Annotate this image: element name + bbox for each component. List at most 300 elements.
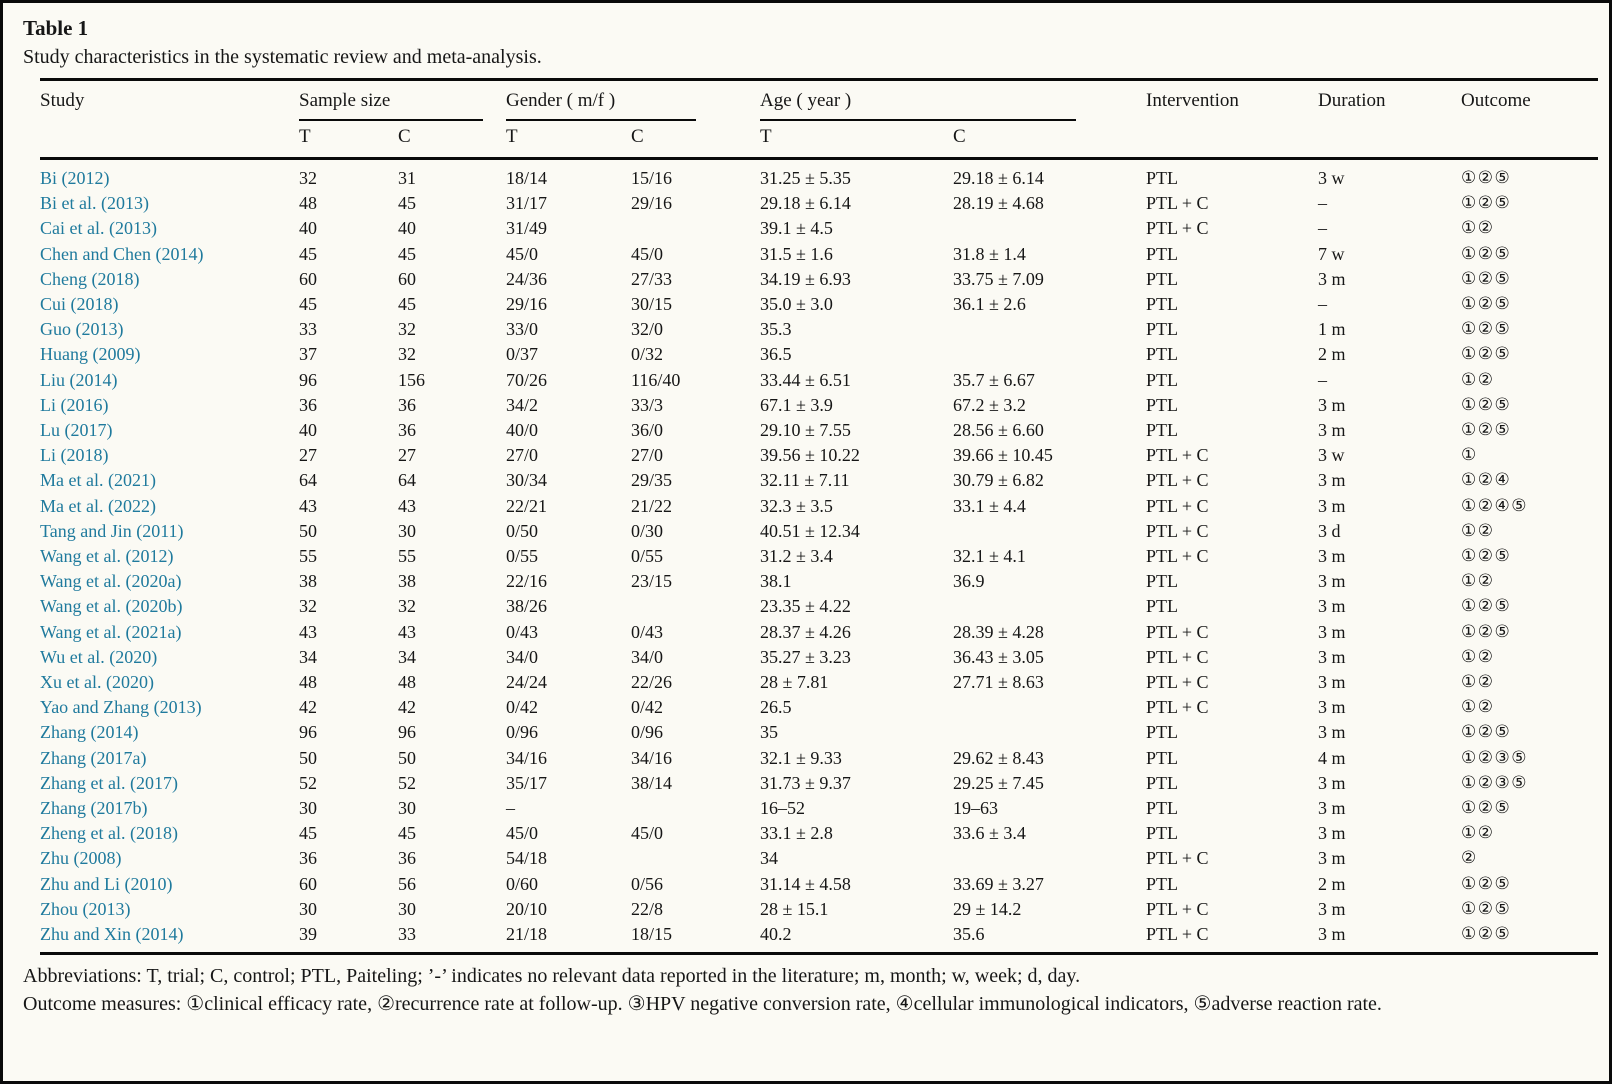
sample-size-t-cell: 40	[299, 420, 317, 441]
sample-size-t-cell: 30	[299, 798, 317, 819]
gender-c-cell: 21/22	[631, 495, 673, 516]
sample-size-c-cell: 31	[398, 168, 416, 188]
study-citation-link[interactable]: Zhang et al. (2017)	[40, 772, 178, 793]
table-row	[40, 846, 1598, 871]
intervention-cell: PTL	[1146, 168, 1179, 188]
sample-size-t-cell: 96	[299, 722, 317, 743]
study-characteristics-table	[40, 78, 1598, 955]
duration-cell: 3 m	[1318, 722, 1346, 743]
intervention-cell: PTL	[1146, 823, 1179, 844]
outcome-cell: ①②	[1461, 672, 1495, 693]
gender-c-cell: 0/43	[631, 621, 664, 642]
sample-size-t-cell: 55	[299, 546, 317, 567]
footnote-abbreviations: Abbreviations: T, trial; C, control; PTL, Paiteling; ’-’ indicates no relevant data reported in the literature; m, month; w, week; d, day.	[23, 965, 1081, 988]
table-body	[40, 159, 1598, 954]
duration-cell: 1 m	[1318, 319, 1346, 340]
study-citation-link[interactable]: Zhang (2017a)	[40, 747, 147, 768]
study-citation-link[interactable]: Zhu and Li (2010)	[40, 873, 173, 894]
subheader-sample-c: C	[398, 126, 411, 147]
table-row	[40, 393, 1598, 418]
study-citation-link[interactable]: Tang and Jin (2011)	[40, 520, 184, 541]
age-c-cell: 28.56 ± 6.60	[953, 420, 1044, 441]
age-t-cell: 33.1 ± 2.8	[760, 823, 833, 844]
age-c-cell: 19–63	[953, 798, 998, 819]
table-row	[40, 821, 1598, 846]
sample-size-t-cell: 40	[299, 218, 317, 239]
gender-c-cell: 36/0	[631, 420, 664, 441]
duration-cell: 3 m	[1318, 495, 1346, 516]
gender-t-cell: 22/21	[506, 495, 548, 516]
gender-t-cell: 0/50	[506, 520, 539, 541]
intervention-cell: PTL + C	[1146, 495, 1209, 516]
age-c-cell: 33.6 ± 3.4	[953, 823, 1026, 844]
duration-cell: 3 w	[1318, 445, 1345, 466]
age-c-cell	[953, 342, 1146, 367]
study-citation-link[interactable]: Cui (2018)	[40, 294, 119, 315]
study-citation-link[interactable]: Chen and Chen (2014)	[40, 243, 204, 264]
table-caption: Study characteristics in the systematic review and meta-analysis.	[23, 46, 542, 68]
duration-cell: 3 m	[1318, 420, 1346, 441]
gender-c-cell: 116/40	[631, 369, 681, 390]
duration-cell: 3 m	[1318, 621, 1346, 642]
age-t-cell: 38.1	[760, 571, 792, 592]
study-citation-link[interactable]: Zhang (2017b)	[40, 798, 148, 819]
gender-c-cell: 34/0	[631, 646, 664, 667]
sample-size-t-cell: 39	[299, 924, 317, 945]
table-row	[40, 216, 1598, 241]
study-citation-link[interactable]: Guo (2013)	[40, 319, 124, 340]
sample-size-t-cell: 33	[299, 319, 317, 340]
sample-size-c-cell: 45	[398, 823, 416, 844]
sample-size-t-cell: 32	[299, 596, 317, 617]
outcome-cell: ①②⑤	[1461, 344, 1512, 365]
gender-c-cell: 22/8	[631, 898, 664, 919]
gender-t-cell: 27/0	[506, 445, 539, 466]
intervention-cell: PTL + C	[1146, 848, 1209, 869]
study-citation-link[interactable]: Bi et al. (2013)	[40, 193, 149, 214]
duration-cell: 3 m	[1318, 268, 1346, 289]
outcome-cell: ①②	[1461, 697, 1495, 718]
table-row	[40, 872, 1598, 897]
sample-size-c-cell: 30	[398, 898, 416, 919]
sample-size-c-cell: 55	[398, 546, 416, 567]
table-row	[40, 342, 1598, 367]
intervention-cell: PTL + C	[1146, 445, 1209, 466]
col-header-gender: Gender ( m/f )	[506, 90, 696, 121]
study-citation-link[interactable]: Zheng et al. (2018)	[40, 823, 178, 844]
study-citation-link[interactable]: Ma et al. (2022)	[40, 495, 156, 516]
age-c-cell	[953, 317, 1146, 342]
sample-size-t-cell: 45	[299, 243, 317, 264]
gender-t-cell: 33/0	[506, 319, 539, 340]
outcome-cell: ①②⑤	[1461, 546, 1512, 567]
intervention-cell: PTL + C	[1146, 546, 1209, 567]
gender-c-cell: 0/55	[631, 546, 664, 567]
outcome-cell: ②	[1461, 848, 1478, 869]
intervention-cell: PTL + C	[1146, 898, 1209, 919]
gender-t-cell: 31/49	[506, 218, 548, 239]
duration-cell: 3 m	[1318, 823, 1346, 844]
age-c-cell	[953, 695, 1146, 720]
table-row	[40, 494, 1598, 519]
gender-t-cell: 54/18	[506, 848, 548, 869]
age-t-cell: 28 ± 15.1	[760, 898, 829, 919]
sample-size-c-cell: 60	[398, 268, 416, 289]
table-row	[40, 594, 1598, 619]
sample-size-t-cell: 50	[299, 520, 317, 541]
age-t-cell: 39.1 ± 4.5	[760, 218, 833, 239]
gender-c-cell: 34/16	[631, 747, 673, 768]
study-citation-link[interactable]: Yao and Zhang (2013)	[40, 697, 202, 718]
age-c-cell: 36.9	[953, 571, 985, 592]
outcome-cell: ①②④⑤	[1461, 495, 1528, 516]
sample-size-t-cell: 43	[299, 495, 317, 516]
sample-size-t-cell: 52	[299, 772, 317, 793]
age-t-cell: 29.18 ± 6.14	[760, 193, 851, 214]
duration-cell: 2 m	[1318, 873, 1346, 894]
table-row	[40, 443, 1598, 468]
age-t-cell: 28 ± 7.81	[760, 672, 829, 693]
intervention-cell: PTL + C	[1146, 193, 1209, 214]
duration-cell: 3 m	[1318, 798, 1346, 819]
duration-cell: 3 m	[1318, 672, 1346, 693]
outcome-cell: ①②⑤	[1461, 924, 1512, 945]
age-c-cell: 67.2 ± 3.2	[953, 394, 1026, 415]
sample-size-c-cell: 32	[398, 319, 416, 340]
table-row	[40, 242, 1598, 267]
gender-t-cell: 20/10	[506, 898, 548, 919]
outcome-cell: ①②	[1461, 571, 1495, 592]
age-t-cell: 35	[760, 722, 778, 743]
duration-cell: 3 m	[1318, 924, 1346, 945]
duration-cell: 3 m	[1318, 697, 1346, 718]
study-citation-link[interactable]: Liu (2014)	[40, 369, 118, 390]
age-t-cell: 36.5	[760, 344, 792, 365]
duration-cell: 3 m	[1318, 470, 1346, 491]
intervention-cell: PTL	[1146, 772, 1179, 793]
intervention-cell: PTL	[1146, 344, 1179, 365]
col-header-sample-size: Sample size	[299, 90, 483, 121]
study-citation-link[interactable]: Li (2016)	[40, 394, 109, 415]
gender-t-cell: 45/0	[506, 243, 539, 264]
sample-size-t-cell: 36	[299, 394, 317, 415]
outcome-cell: ①②⑤	[1461, 596, 1512, 617]
sample-size-c-cell: 36	[398, 394, 416, 415]
age-c-cell: 29.18 ± 6.14	[953, 168, 1044, 188]
intervention-cell: PTL	[1146, 722, 1179, 743]
table-row	[40, 897, 1598, 922]
age-c-cell: 35.7 ± 6.67	[953, 369, 1035, 390]
sample-size-c-cell: 50	[398, 747, 416, 768]
table-row	[40, 569, 1598, 594]
age-t-cell: 33.44 ± 6.51	[760, 369, 851, 390]
table-row	[40, 922, 1598, 954]
intervention-cell: PTL + C	[1146, 621, 1209, 642]
sample-size-c-cell: 48	[398, 672, 416, 693]
duration-cell: 2 m	[1318, 344, 1346, 365]
sample-size-t-cell: 37	[299, 344, 317, 365]
table-row	[40, 645, 1598, 670]
outcome-cell: ①②	[1461, 823, 1495, 844]
gender-t-cell: –	[506, 798, 515, 819]
age-c-cell: 33.75 ± 7.09	[953, 268, 1044, 289]
age-t-cell: 40.51 ± 12.34	[760, 520, 860, 541]
age-c-cell: 39.66 ± 10.45	[953, 445, 1053, 466]
gender-t-cell: 45/0	[506, 823, 539, 844]
outcome-cell: ①②	[1461, 218, 1495, 239]
intervention-cell: PTL	[1146, 798, 1179, 819]
outcome-cell: ①②⑤	[1461, 243, 1512, 264]
outcome-cell: ①②⑤	[1461, 193, 1512, 214]
outcome-cell: ①	[1461, 445, 1478, 466]
sample-size-c-cell: 45	[398, 243, 416, 264]
outcome-cell: ①②	[1461, 369, 1495, 390]
age-c-cell: 27.71 ± 8.63	[953, 672, 1044, 693]
study-citation-link[interactable]: Cai et al. (2013)	[40, 218, 157, 239]
gender-c-cell	[631, 796, 760, 821]
col-header-duration: Duration	[1318, 90, 1386, 111]
table-row	[40, 191, 1598, 216]
outcome-cell: ①②③⑤	[1461, 747, 1528, 768]
intervention-cell: PTL	[1146, 873, 1179, 894]
outcome-cell: ①②⑤	[1461, 873, 1512, 894]
age-t-cell: 31.2 ± 3.4	[760, 546, 833, 567]
study-citation-link[interactable]: Lu (2017)	[40, 420, 113, 441]
study-citation-link[interactable]: Wang et al. (2020b)	[40, 596, 183, 617]
sample-size-t-cell: 27	[299, 445, 317, 466]
age-c-cell	[953, 216, 1146, 241]
intervention-cell: PTL + C	[1146, 520, 1209, 541]
duration-cell: 3 d	[1318, 520, 1341, 541]
table-row	[40, 620, 1598, 645]
outcome-cell: ①②⑤	[1461, 898, 1512, 919]
age-t-cell: 39.56 ± 10.22	[760, 445, 860, 466]
sample-size-c-cell: 43	[398, 495, 416, 516]
age-c-cell: 33.69 ± 3.27	[953, 873, 1044, 894]
duration-cell: –	[1318, 369, 1328, 390]
table-row	[40, 159, 1598, 192]
study-citation-link[interactable]: Cheng (2018)	[40, 268, 140, 289]
outcome-cell: ①②⑤	[1461, 621, 1512, 642]
intervention-cell: PTL	[1146, 420, 1179, 441]
duration-cell: –	[1318, 294, 1328, 315]
sample-size-t-cell: 60	[299, 268, 317, 289]
intervention-cell: PTL	[1146, 596, 1179, 617]
age-t-cell: 35.3	[760, 319, 792, 340]
sample-size-c-cell: 43	[398, 621, 416, 642]
table-row	[40, 292, 1598, 317]
sample-size-c-cell: 45	[398, 294, 416, 315]
gender-t-cell: 29/16	[506, 294, 548, 315]
sample-size-t-cell: 96	[299, 369, 317, 390]
gender-t-cell: 24/24	[506, 672, 548, 693]
study-citation-link[interactable]: Wang et al. (2021a)	[40, 621, 182, 642]
duration-cell: –	[1318, 193, 1328, 214]
gender-c-cell: 33/3	[631, 394, 664, 415]
study-citation-link[interactable]: Li (2018)	[40, 445, 109, 466]
gender-c-cell: 0/56	[631, 873, 664, 894]
col-header-intervention: Intervention	[1146, 90, 1239, 111]
gender-c-cell: 0/96	[631, 722, 664, 743]
outcome-cell: ①②⑤	[1461, 420, 1512, 441]
gender-c-cell: 23/15	[631, 571, 673, 592]
age-t-cell: 31.73 ± 9.37	[760, 772, 851, 793]
sample-size-c-cell: 36	[398, 848, 416, 869]
gender-t-cell: 31/17	[506, 193, 548, 214]
study-citation-link[interactable]: Bi (2012)	[40, 168, 110, 188]
paper-table-figure	[23, 15, 1593, 1018]
gender-t-cell: 70/26	[506, 369, 548, 390]
age-c-cell: 28.19 ± 4.68	[953, 193, 1044, 214]
sample-size-t-cell: 36	[299, 848, 317, 869]
gender-t-cell: 38/26	[506, 596, 548, 617]
study-citation-link[interactable]: Zhu and Xin (2014)	[40, 924, 184, 945]
table-row	[40, 468, 1598, 493]
sample-size-c-cell: 32	[398, 344, 416, 365]
subheader-age-c: C	[953, 126, 966, 147]
age-c-cell: 29 ± 14.2	[953, 898, 1022, 919]
study-citation-link[interactable]: Huang (2009)	[40, 344, 141, 365]
sample-size-c-cell: 32	[398, 596, 416, 617]
col-header-age: Age ( year )	[760, 90, 1076, 121]
age-t-cell: 31.14 ± 4.58	[760, 873, 851, 894]
outcome-cell: ①②⑤	[1461, 319, 1512, 340]
sample-size-t-cell: 50	[299, 747, 317, 768]
gender-c-cell: 29/16	[631, 193, 673, 214]
table-row	[40, 695, 1598, 720]
sample-size-t-cell: 64	[299, 470, 317, 491]
gender-t-cell: 30/34	[506, 470, 548, 491]
sample-size-t-cell: 45	[299, 294, 317, 315]
sample-size-c-cell: 56	[398, 873, 416, 894]
subheader-gender-t: T	[506, 126, 518, 147]
gender-t-cell: 34/16	[506, 747, 548, 768]
table-row	[40, 746, 1598, 771]
table-row	[40, 544, 1598, 569]
gender-t-cell: 0/42	[506, 697, 539, 718]
subheader-gender-c: C	[631, 126, 644, 147]
gender-t-cell: 0/96	[506, 722, 539, 743]
table-row	[40, 368, 1598, 393]
sample-size-c-cell: 34	[398, 646, 416, 667]
subheader-age-t: T	[760, 126, 772, 147]
age-c-cell: 33.1 ± 4.4	[953, 495, 1026, 516]
study-citation-link[interactable]: Ma et al. (2021)	[40, 470, 156, 491]
sample-size-c-cell: 52	[398, 772, 416, 793]
gender-t-cell: 0/60	[506, 873, 539, 894]
age-t-cell: 23.35 ± 4.22	[760, 596, 851, 617]
table-row	[40, 317, 1598, 342]
age-t-cell: 32.11 ± 7.11	[760, 470, 850, 491]
study-citation-link[interactable]: Zhu (2008)	[40, 848, 122, 869]
gender-t-cell: 18/14	[506, 168, 548, 188]
sample-size-c-cell: 30	[398, 520, 416, 541]
outcome-cell: ①②⑤	[1461, 394, 1512, 415]
study-citation-link[interactable]: Wang et al. (2012)	[40, 546, 174, 567]
age-t-cell: 26.5	[760, 697, 792, 718]
sample-size-c-cell: 38	[398, 571, 416, 592]
gender-c-cell: 27/33	[631, 268, 673, 289]
group-header-row	[40, 80, 1598, 122]
intervention-cell: PTL + C	[1146, 697, 1209, 718]
intervention-cell: PTL	[1146, 268, 1179, 289]
sample-size-t-cell: 45	[299, 823, 317, 844]
table-row	[40, 670, 1598, 695]
gender-c-cell: 27/0	[631, 445, 664, 466]
sample-size-t-cell: 38	[299, 571, 317, 592]
outcome-cell: ①②	[1461, 646, 1495, 667]
sample-size-t-cell: 34	[299, 646, 317, 667]
age-c-cell: 35.6	[953, 924, 985, 945]
duration-cell: –	[1318, 218, 1328, 239]
outcome-cell: ①②⑤	[1461, 798, 1512, 819]
sample-size-t-cell: 43	[299, 621, 317, 642]
sample-size-c-cell: 96	[398, 722, 416, 743]
duration-cell: 3 m	[1318, 546, 1346, 567]
duration-cell: 4 m	[1318, 747, 1346, 768]
gender-t-cell: 40/0	[506, 420, 539, 441]
age-t-cell: 16–52	[760, 798, 805, 819]
outcome-cell: ①②⑤	[1461, 722, 1512, 743]
study-citation-link[interactable]: Zhang (2014)	[40, 722, 139, 743]
age-c-cell: 32.1 ± 4.1	[953, 546, 1026, 567]
intervention-cell: PTL + C	[1146, 646, 1209, 667]
gender-c-cell: 18/15	[631, 924, 673, 945]
intervention-cell: PTL + C	[1146, 470, 1209, 491]
gender-t-cell: 0/43	[506, 621, 539, 642]
sample-size-c-cell: 27	[398, 445, 416, 466]
intervention-cell: PTL	[1146, 369, 1179, 390]
sample-size-c-cell: 45	[398, 193, 416, 214]
age-c-cell	[953, 519, 1146, 544]
gender-c-cell: 30/15	[631, 294, 673, 315]
gender-c-cell: 45/0	[631, 243, 664, 264]
gender-t-cell: 34/2	[506, 394, 539, 415]
intervention-cell: PTL	[1146, 747, 1179, 768]
outcome-cell: ①②⑤	[1461, 168, 1512, 188]
duration-cell: 3 m	[1318, 394, 1346, 415]
study-citation-link[interactable]: Xu et al. (2020)	[40, 672, 154, 693]
gender-t-cell: 0/37	[506, 344, 539, 365]
gender-t-cell: 21/18	[506, 924, 548, 945]
table-label: Table 1	[23, 16, 89, 40]
gender-c-cell: 38/14	[631, 772, 673, 793]
gender-c-cell: 22/26	[631, 672, 673, 693]
sample-size-c-cell: 30	[398, 798, 416, 819]
age-t-cell: 35.0 ± 3.0	[760, 294, 833, 315]
gender-c-cell: 32/0	[631, 319, 664, 340]
intervention-cell: PTL + C	[1146, 218, 1209, 239]
study-citation-link[interactable]: Zhou (2013)	[40, 898, 131, 919]
gender-t-cell: 22/16	[506, 571, 548, 592]
sample-size-t-cell: 30	[299, 898, 317, 919]
age-c-cell	[953, 720, 1146, 745]
study-citation-link[interactable]: Wang et al. (2020a)	[40, 571, 182, 592]
gender-c-cell	[631, 216, 760, 241]
intervention-cell: PTL + C	[1146, 924, 1209, 945]
table-row	[40, 720, 1598, 745]
table-row	[40, 267, 1598, 292]
study-citation-link[interactable]: Wu et al. (2020)	[40, 646, 158, 667]
outcome-cell: ①②	[1461, 520, 1495, 541]
duration-cell: 3 m	[1318, 571, 1346, 592]
sample-size-t-cell: 42	[299, 697, 317, 718]
gender-t-cell: 24/36	[506, 268, 548, 289]
sample-size-c-cell: 156	[398, 369, 425, 390]
duration-cell: 3 m	[1318, 772, 1346, 793]
sample-size-c-cell: 36	[398, 420, 416, 441]
footnote-outcome-measures: Outcome measures: ①clinical efficacy rate, ②recurrence rate at follow-up. ③HPV negative conversion rate, ④cellular immunological indicators, ⑤adverse reaction rate.	[23, 993, 1382, 1016]
